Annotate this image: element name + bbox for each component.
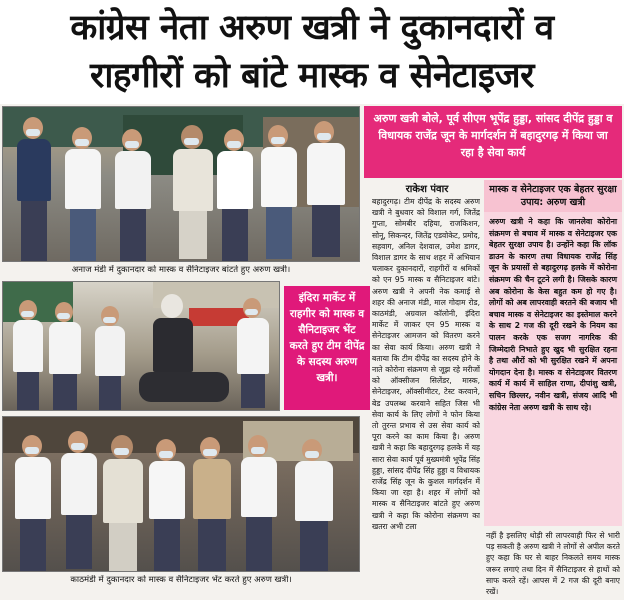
photo-kathmandi	[2, 416, 360, 572]
byline: राकेश पंवार	[405, 184, 449, 195]
article-column-2: नहीं है इसलिए थोड़ी सी लापरवाही फिर से भारी पड़ सकती है अरुण खत्री ने लोगों से अपील करते हुए कहा कि घर से बाहर निकलते समय मास्क जरूर लगाएं तथा दिन में सैनिटाइजर से हाथों को साफ करते रहें। आपस में 2 गज की दूरी बनाए रखें।	[486, 531, 620, 596]
photo-anaj-mandi	[2, 106, 360, 262]
sidebar-title: मास्क व सेनेटाइजर एक बेहतर सुरक्षा उपाय: अरुण खत्री	[484, 180, 622, 212]
photo-indira-market	[2, 281, 280, 411]
sidebar-body: अरुण खत्री ने कहा कि जानलेवा कोरोना संक्रमण से बचाव में मास्क व सेनेटाइजर एक बेहतर सुरक्षा उपाय है। उन्होंने कहा कि लॉक डाउन के कारण तथा विधायक राजेंद्र सिंह जून के प्रयासों से बहादुरगढ़ हलके में कोरोना संक्रमण की चैन टूटने लगी है। जिसके कारण अब कोरोना के केस बहुत कम हो गए है। लोगों को अब लापरवाही बरतने की बजाय भी बचाव मास्क व सेनेटाइजर का इस्तेमाल करने के साथ 2 गज की दूरी रखने के नियम का पालन करके एक सजग नागरिक की जिम्मेदारी निभाते हुए खुद भी सुरक्षित रहना है तथा औरों को भी सुरक्षित रखने में अपना योगदान देना है। मास्क व सेनेटाइजर वितरण कार्य में कार्य में साहिल राणा, दीपांशु खत्री, सचिन छिल्लर, नवीन खत्री, संजय आदि भी कांग्रेस नेता अरुण खत्री के साथ रहे।	[489, 217, 617, 412]
photo-anaj-mandi-caption: अनाज मंडी में दुकानदार को मास्क व सैनिटाइजर बांटते हुए अरुण खत्री।	[71, 265, 291, 275]
photo-kathmandi-caption: काठमंडी में दुकानदार को मास्क व सैनिटाइजर भेंट करते हुए अरुण खत्री।	[70, 575, 292, 585]
subheading-banner: अरुण खत्री बोले, पूर्व सीएम भूपेंद्र हुड्डा, सांसद दीपेंद्र हुड्डा व विधायक राजेंद्र जून के मार्गदर्शन में बहादुरगढ़ में किया जा रहा है सेवा कार्य	[364, 106, 622, 178]
sidebar-box	[484, 180, 622, 526]
headline-line-1: कांग्रेस नेता अरुण खत्री ने दुकानदारों व	[70, 8, 554, 48]
headline-line-2: राहगीरों को बांटे मास्क व सेनेटाइजर	[90, 56, 534, 96]
article-column-1: बहादुरगढ़। टीम दीपेंद्र के सदस्य अरुण खत्री ने बुधवार को विशाल गर्ग, जितेंद्र गुप्ता, सोमबीर दहिया, राजकिशन, सोनू, सिकन्दर, जितेंद्र एडवोकेट, प्रमोद, सहवाग, अनिल देशवाल, उमेश डागर, विशाल डागर के साथ शहर में अभियान चलाकर दुकानदारों, राहगीरों व श्रमिकों को एन 95 मास्क व सैनिटाइजर बांटे। अरुण खत्री ने अपनी नेक कमाई से शहर की अनाज मंडी, माल गोदाम रोड, काठमंडी, अग्रवाल कॉलोनी, इंदिरा मार्केट में जाकर एन 95 मास्क व सेनेटाइजर आमजन को वितरण करने का सेवा कार्य किया। अरुण खत्री ने बताया कि टीम दीपेंद्र का सदस्य होने के नाते कोरोना संक्रमण से जूझ रहे मरीजों को ऑक्सीजन सिलेंडर, मास्क, सेनेटाइजर, ऑक्सीमीटर, टेस्ट करवाने, बेड उपलब्ध करवाने सहित जिस भी सेवा कार्य के लिए लोगों ने फोन किया तो तुरन्त प्रभाव से उस सेवा कार्य को पूरा करने का काम किया है। अरुण खत्री ने कहा कि बहादुरगढ़ हलके में यह सारा सेवा कार्य पूर्व मुख्यमंत्री भूपेंद्र सिंह हुड्डा, सांसद दीपेंद्र सिंह हुड्डा व विधायक राजेंद्र सिंह जून के कुशल मार्गदर्शन में किया जा रहा है। शहर में लोगों को मास्क व सैनिटाइजर बांटते हुए अरुण खत्री ने कहा कि कोरोना संक्रमण का खतरा अभी टला	[372, 197, 480, 531]
headline	[0, 0, 624, 104]
photo-indira-market-callout: इंदिरा मार्केट में राहगीर को मास्क व सैनिटाइजर भेंट करते हुए टीम दीपेंद्र के सदस्य अरुण खत्री।	[284, 286, 370, 410]
